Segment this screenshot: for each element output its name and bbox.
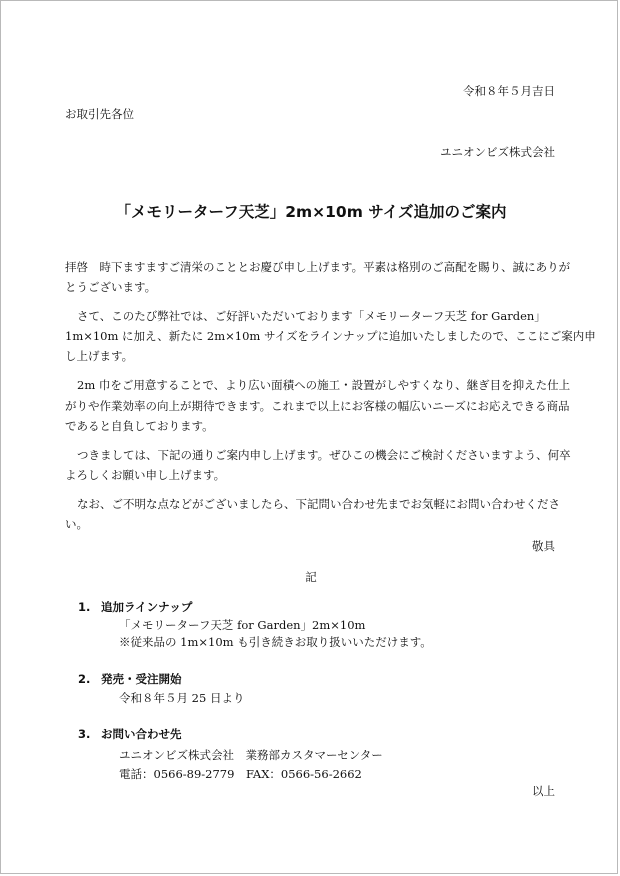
paragraph-line: がりや作業効率の向上が期待できます。これまで以上にお客様の幅広いニーズにお応えできる商品 — [65, 399, 570, 413]
paragraph-line: であると自負しております。 — [65, 419, 214, 433]
paragraph-line: さて、このたび弊社では、ご好評いただいております「メモリーターフ天芝 for Garden」 — [77, 309, 546, 323]
section-line: 令和８年５月 25 日より — [119, 691, 245, 705]
document-date: 令和８年５月吉日 — [463, 84, 555, 98]
greeting-line: とうございます。 — [65, 280, 157, 294]
paragraph-line: つきましては、下記の通りご案内申し上げます。ぜひこの機会にご検討くださいますよう、何卒 — [77, 448, 571, 462]
paragraph-line: し上げます。 — [65, 349, 134, 363]
closing-ijou: 以上 — [532, 784, 555, 798]
paragraph-line: 2m 巾をご用意することで、より広い面積への施工・設置がしやすくなり、継ぎ目を抑えた仕上 — [77, 378, 571, 392]
paragraph-line: 1m×10m に加え、新たに 2m×10m サイズをラインナップに追加いたしましたので、ここにご案内申 — [65, 329, 596, 343]
section-number: 2. — [78, 672, 91, 686]
closing-keigu: 敬具 — [532, 539, 555, 553]
section-line: 「メモリーターフ天芝 for Garden」2m×10m — [119, 618, 366, 632]
section-line: 電話：0566-89-2779 FAX：0566-56-2662 — [119, 767, 362, 781]
sender-company: ユニオンビズ株式会社 — [440, 145, 555, 159]
section-heading: お問い合わせ先 — [101, 727, 182, 741]
paragraph-line: い。 — [65, 517, 88, 531]
paragraph-line: よろしくお願い申し上げます。 — [65, 468, 226, 482]
section-heading: 発売・受注開始 — [101, 672, 182, 686]
section-heading: 追加ラインナップ — [101, 600, 193, 614]
greeting-line: 拝啓 時下ますますご清栄のこととお慶び申し上げます。平素は格別のご高配を賜り、誠にありが — [65, 260, 571, 274]
paragraph-line: なお、ご不明な点などがございましたら、下記問い合わせ先までお気軽にお問い合わせくださ — [77, 497, 560, 511]
document-title: 「メモリーターフ天芝」2m×10m サイズ追加のご案内 — [115, 203, 507, 221]
section-number: 1. — [78, 600, 91, 614]
section-line: ユニオンビズ株式会社 業務部カスタマーセンター — [119, 748, 383, 762]
recipient: お取引先各位 — [65, 107, 134, 121]
section-line: ※従来品の 1m×10m も引き続きお取り扱いいただけます。 — [119, 635, 432, 649]
section-number: 3. — [78, 727, 91, 741]
ki-heading: 記 — [305, 570, 317, 584]
